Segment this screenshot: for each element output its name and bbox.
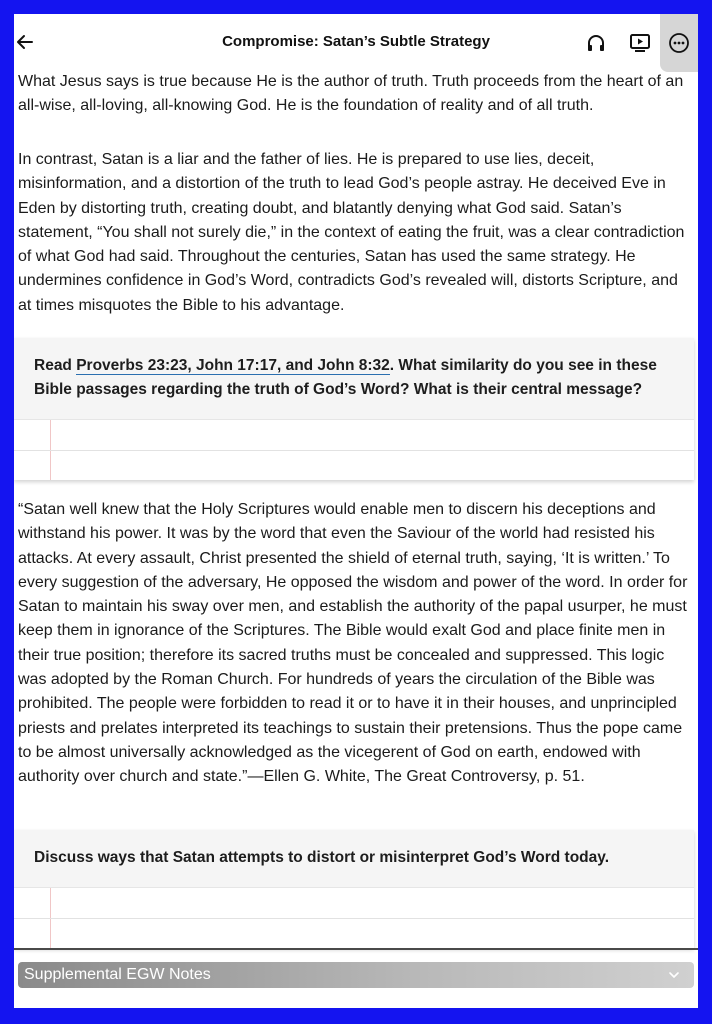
question-text xyxy=(14,338,694,402)
answer-input[interactable] xyxy=(14,887,694,948)
scripture-reference-link[interactable]: Proverbs 23:23, John 17:17, and John 8:32 xyxy=(76,357,390,374)
headphones-icon xyxy=(584,31,608,55)
quote-paragraph: “Satan well knew that the Holy Scriptures would enable men to discern his deceptions and withstand his power. It was by the word that even the Saviour of the world had resisted his attacks. At every assault, Christ presented the shield of eternal truth, saying, ‘It is written.’ To every suggestion of the adversary, He opposed the wisdom and power of the word. In order for Satan to maintain his sway over men, and establish the authority of the papal usurper, he must keep them in ignorance of the Scriptures. The Bible would exalt God and place finite men in their true position; therefore its sacred truths must be concealed and suppressed. This logic was adopted by the Roman Church. For hundreds of years the circulation of the Bible was prohibited. The people were forbidden to read it or to have it in their houses, and unprincipled priests and prelates interpreted its teachings to sustain their pretensions. Thus the pope came to be almost universally acknowledged as the vicegerent of God on earth, endowed with authority over church and state.”—Ellen G. White, The Great Controversy, p. 51. xyxy=(18,501,688,786)
divider xyxy=(14,948,698,950)
more-options-button[interactable] xyxy=(660,14,698,72)
page-title: Compromise: Satan’s Subtle Strategy xyxy=(222,33,490,50)
supplemental-label: Supplemental EGW Notes xyxy=(24,966,211,983)
question-prefix: Read xyxy=(34,357,77,374)
supplemental-egw-notes-toggle[interactable] xyxy=(18,962,694,988)
paragraph: In contrast, Satan is a liar and the father of lies. He is prepared to use lies, deceit, misinformation, and a distortion of the truth to lead God’s people astray. He deceived Eve in Eden by distorting truth, creating doubt, and blatantly denying what God said. Satan’s statement, “You shall not surely die,” in the context of eating the fruit, was a clear contradiction of what God had said. Throughout the centuries, Satan has used the same strategy. He undermines confidence in God’s Word, contradicts God’s revealed will, distorts Scripture, and at times misquotes the Bible to his advantage. xyxy=(18,151,685,314)
ruled-line xyxy=(14,918,694,919)
chevron-down-icon xyxy=(668,969,680,981)
audio-button[interactable] xyxy=(584,31,608,55)
video-button[interactable] xyxy=(628,31,652,55)
question-suffix: . What similarity do you see in these Bible passages regarding the truth of God’s Word? What is their central message? xyxy=(34,357,657,398)
top-bar xyxy=(14,14,698,72)
back-arrow-icon xyxy=(14,31,36,53)
app-frame xyxy=(14,14,698,1008)
more-options-icon xyxy=(667,31,691,55)
video-play-icon xyxy=(628,31,652,55)
back-button[interactable] xyxy=(14,31,36,53)
answer-input[interactable] xyxy=(14,419,694,480)
question-card xyxy=(14,338,694,480)
question-card xyxy=(14,830,694,948)
paragraph: What Jesus says is true because He is the author of truth. Truth proceeds from the heart of an all-wise, all-loving, all-knowing God. He is the foundation of reality and of all truth. xyxy=(18,73,684,115)
question-text: Discuss ways that Satan attempts to distort or misinterpret God’s Word today. xyxy=(34,849,610,866)
ruled-line xyxy=(14,450,694,451)
